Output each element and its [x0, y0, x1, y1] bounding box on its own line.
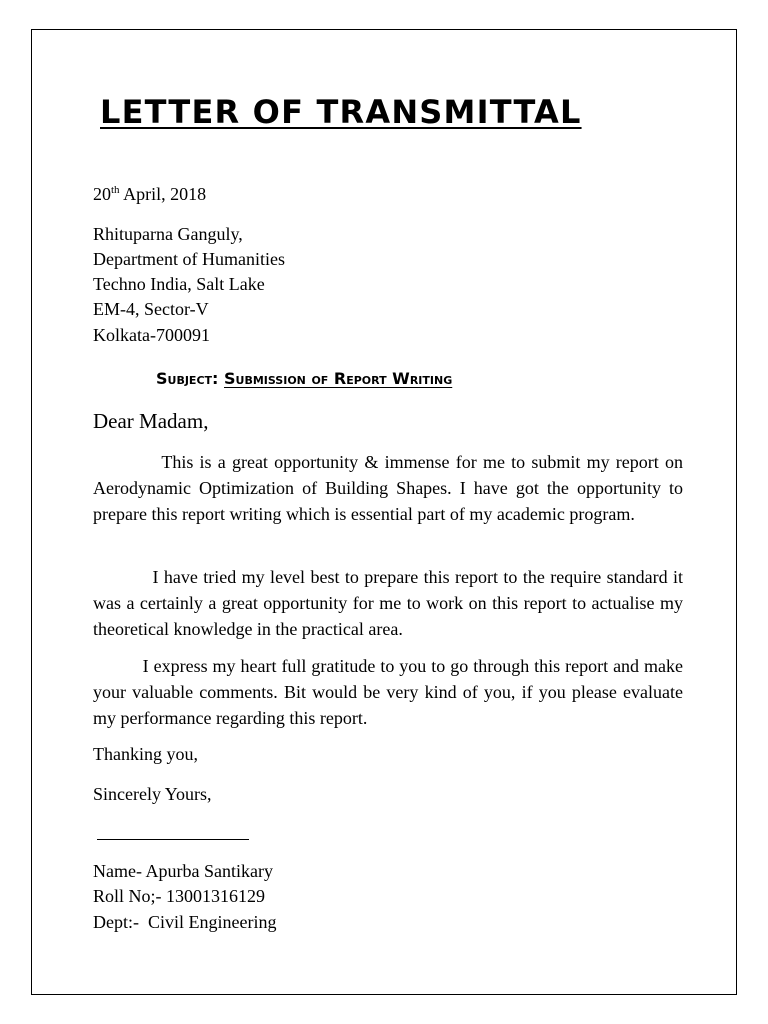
sender-roll-number: Roll No;- 13001316129 [93, 886, 266, 906]
recipient-institution: Techno India, Salt Lake [93, 274, 265, 294]
salutation: Dear Madam, [93, 409, 209, 433]
date-day: 20 [93, 184, 111, 204]
sender-name: Name- Apurba Santikary [93, 861, 273, 881]
subject-label: Subject: [156, 369, 224, 388]
closing-thanks: Thanking you, [93, 744, 198, 764]
recipient-street: EM-4, Sector-V [93, 299, 209, 319]
sender-department: Dept:- Civil Engineering [93, 912, 277, 932]
date-rest: April, 2018 [119, 184, 207, 204]
letter-title: LETTER OF TRANSMITTAL [100, 93, 582, 131]
signature-line [97, 839, 249, 840]
subject-line [156, 369, 452, 389]
recipient-department: Department of Humanities [93, 249, 285, 269]
body-paragraph-1: This is a great opportunity & immense for me to submit my report on Aerodynamic Optimization of Building Shapes. I have got the opportunity to prepare this report writing which is essential part of my academic program. [93, 452, 683, 524]
letter-date [93, 183, 206, 205]
date-suffix: th [111, 184, 120, 196]
body-paragraph-3: I express my heart full gratitude to you to go through this report and make your valuable comments. Bit would be very kind of you, if you please evaluate my performance regarding this report. [93, 656, 683, 728]
body-paragraph-2: I have tried my level best to prepare this report to the require standard it was a certainly a great opportunity for me to work on this report to actualise my theoretical knowledge in the practical area. [93, 567, 683, 639]
closing-sign-off: Sincerely Yours, [93, 784, 212, 804]
recipient-name: Rhituparna Ganguly, [93, 224, 243, 244]
recipient-city: Kolkata-700091 [93, 325, 210, 345]
subject-text: Submission of Report Writing [224, 369, 453, 388]
